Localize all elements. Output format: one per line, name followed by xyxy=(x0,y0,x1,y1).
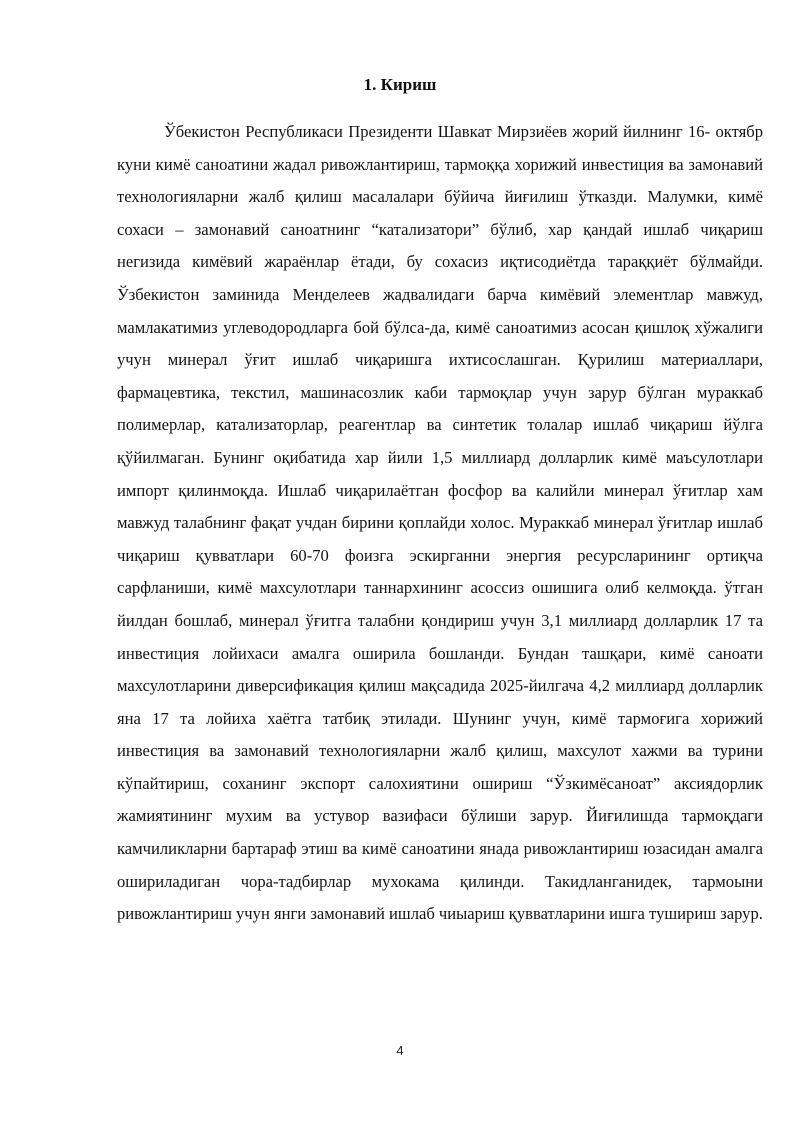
section-heading: 1. Кириш xyxy=(363,75,437,94)
body-paragraph: Ўбекистон Республикаси Президенти Шавкат Мирзиёев жорий йилнинг 16- октябр куни кимё саноатини жадал ривожлантириш, тармоққа хорижий инвестиция ва замонавий технологияларни жалб қилиш масалалари бўйича йиғилиш ўтказди. Малумки, кимё сохаси – замонавий саноатнинг “катализатори” бўлиб, хар қандай ишлаб чиқариш негизида кимёвий жараёнлар ётади, бу сохасиз иқтисодиётда тараққиёт бўлмайди. Ўзбекистон заминида Менделеев жадвалидаги барча кимёвий элементлар мавжуд, мамлакатимиз углеводородларга бой бўлса-да, кимё саноатимиз асосан қишлоқ хўжалиги учун минерал ўғит ишлаб чиқаришга ихтисослашган. Қурилиш материаллари, фармацевтика, текстил, машинасозлик каби тармоқлар учун зарур бўлган мураккаб полимерлар, катализаторлар, реагентлар ва синтетик толалар ишлаб чиқариш йўлга қўйилмаган. Бунинг оқибатида хар йили 1,5 миллиард долларлик кимё маъсулотлари импорт қилинмоқда. Ишлаб чиқарилаётган фосфор ва калийли минерал ўғитлар хам мавжуд талабнинг фақат учдан бирини қоплайди холос. Мураккаб минерал ўғитлар ишлаб чиқариш қувватлари 60-70 фоизга эскирганни энергия ресурсларининг ортиқча сарфланиши, кимё махсулотлари таннархининг асоссиз ошишига олиб келмоқда. ўтган йилдан бошлаб, минерал ўғитга талабни қондириш учун 3,1 миллиард долларлик 17 та инвестиция лойихаси амалга оширила бошланди. Бундан ташқари, кимё саноати махсулотларини диверсификация қилиш мақсадида 2025-йилгача 4,2 миллиард долларлик яна 17 та лойиха хаётга татбиқ этилади. Шунинг учун, кимё тармоғига хорижий инвестиция ва замонавий технологияларни жалб қилиш, махсулот хажми ва турини кўпайтириш, соханинг экспорт салохиятини ошириш “Ўзкимёсаноат” аксиядорлик жамиятининг мухим ва устувор вазифаси бўлиши зарур. Йиғилишда тармоқдаги камчиликларни бартараф этиш ва кимё саноатини янада ривожлантириш юзасидан амалга ошириладиган чора-тадбирлар мухокама қилинди. Такидланганидек, тармоыни ривожлантириш учун янги замонавий ишлаб чиыариш қувватларини ишга тушириш зарур. xyxy=(117,122,763,924)
page-number: 4 xyxy=(396,1043,404,1058)
